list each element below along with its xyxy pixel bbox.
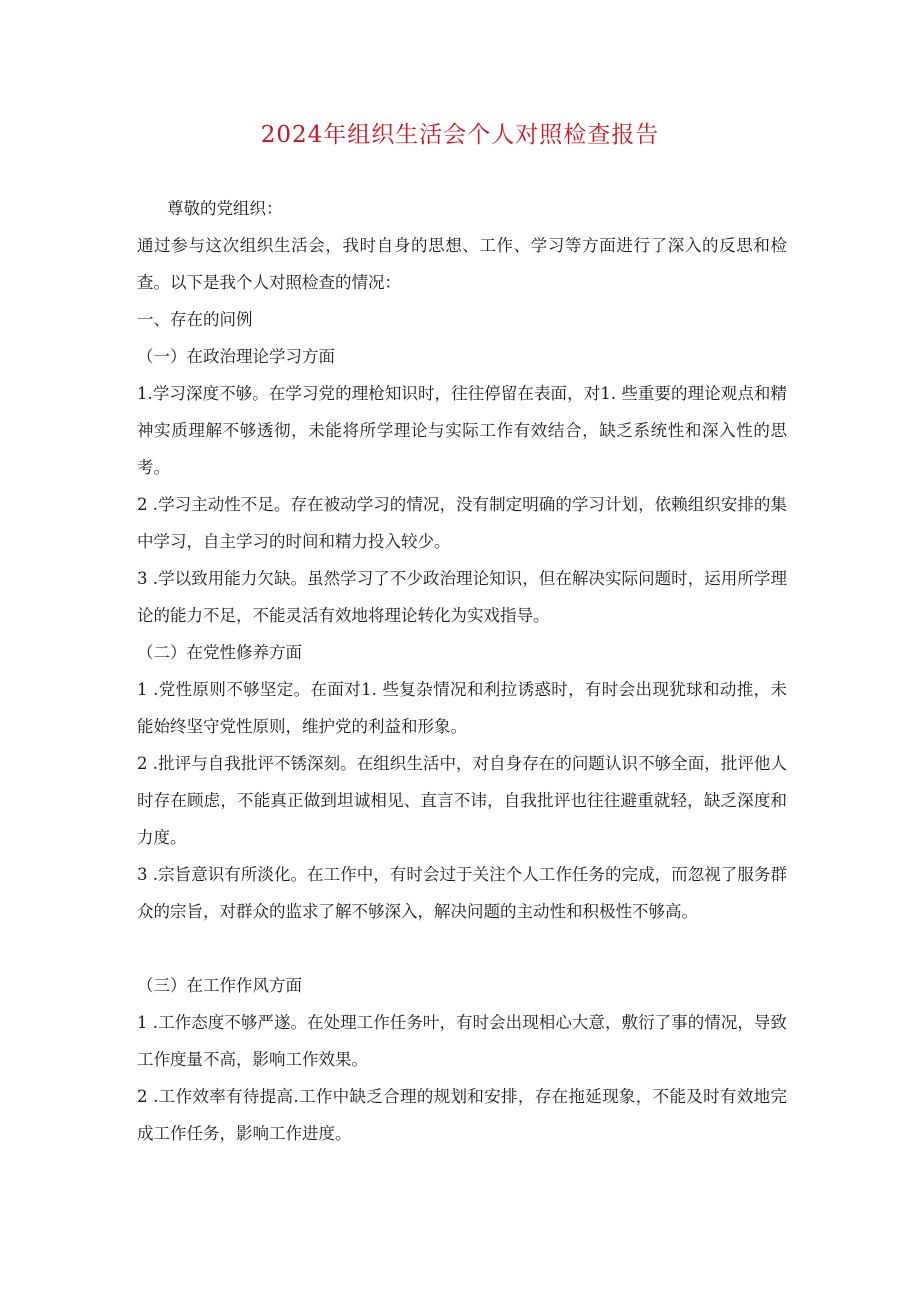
subsection-heading: （一）在政治理论学习方面 <box>137 347 335 366</box>
list-item: 2 .学习主动性不足。存在被动学习的情况，没有制定明确的学习计划，依赖组织安排的集中学习，自主学习的时间和精力投入较少。 <box>137 495 787 551</box>
list-item: 1 .党性原则不够坚定。在面对1. 些复杂情况和利拉诱惑时，有时会出现犹球和动推，未能始终坚守党性原则，维护党的利益和形象。 <box>137 680 787 736</box>
section-heading: 一、存在的问例 <box>137 310 253 329</box>
list-item: 3 .宗旨意识有所淡化。在工作中，有时会过于关注个人工作任务的完成，而忽视了服务群众的宗旨，对群众的监求了解不够深入，解决问题的主动性和积极性不够高。 <box>137 865 787 921</box>
list-item: 3 .学以致用能力欠缺。虽然学习了不少政治理论知识，但在解决实际问题时，运用所学理论的能力不足，不能灵活有效地将理论转化为实戏指导。 <box>137 569 787 625</box>
list-item: 2 .批评与自我批评不锈深刻。在组织生活中，对自身存在的问题认识不够全面，批评他人时存在顾虑，不能真正做到坦诚相见、直言不讳，自我批评也往往避重就轻，缺乏深度和力度。 <box>137 754 787 847</box>
intro-paragraph: 通过参与这次组织生活会，我时自身的思想、工作、学习等方面进行了深入的反思和检查。以下是我个人对照检查的情况： <box>137 236 787 292</box>
document-body <box>137 190 787 1152</box>
paragraph-spacer <box>137 930 787 967</box>
list-item: 1.学习深度不够。在学习党的理枪知识时，往往停留在表面，对1. 些重要的理论观点和精神实质理解不够透彻，未能将所学理论与实际工作有效结合，缺乏系统性和深入性的思考。 <box>137 384 787 477</box>
list-item: 1 .工作态度不够严遂。在处理工作任务叶，有时会出现相心大意，敷衍了事的情况，导致工作度量不高，影响工作效果。 <box>137 1013 787 1069</box>
subsection-heading: （二）在党性修养方面 <box>137 643 302 662</box>
list-item: 2 .工作效率有待提高.工作中缺乏合理的规划和安排，存在拖延现象，不能及时有效地完成工作任务，影响工作进度。 <box>137 1087 787 1143</box>
subsection-heading: （三）在工作作风方面 <box>137 976 302 995</box>
salutation: 尊敬的党组织： <box>167 199 283 218</box>
document-title: 2024年组织生活会个人对照检查报告 <box>260 122 660 148</box>
